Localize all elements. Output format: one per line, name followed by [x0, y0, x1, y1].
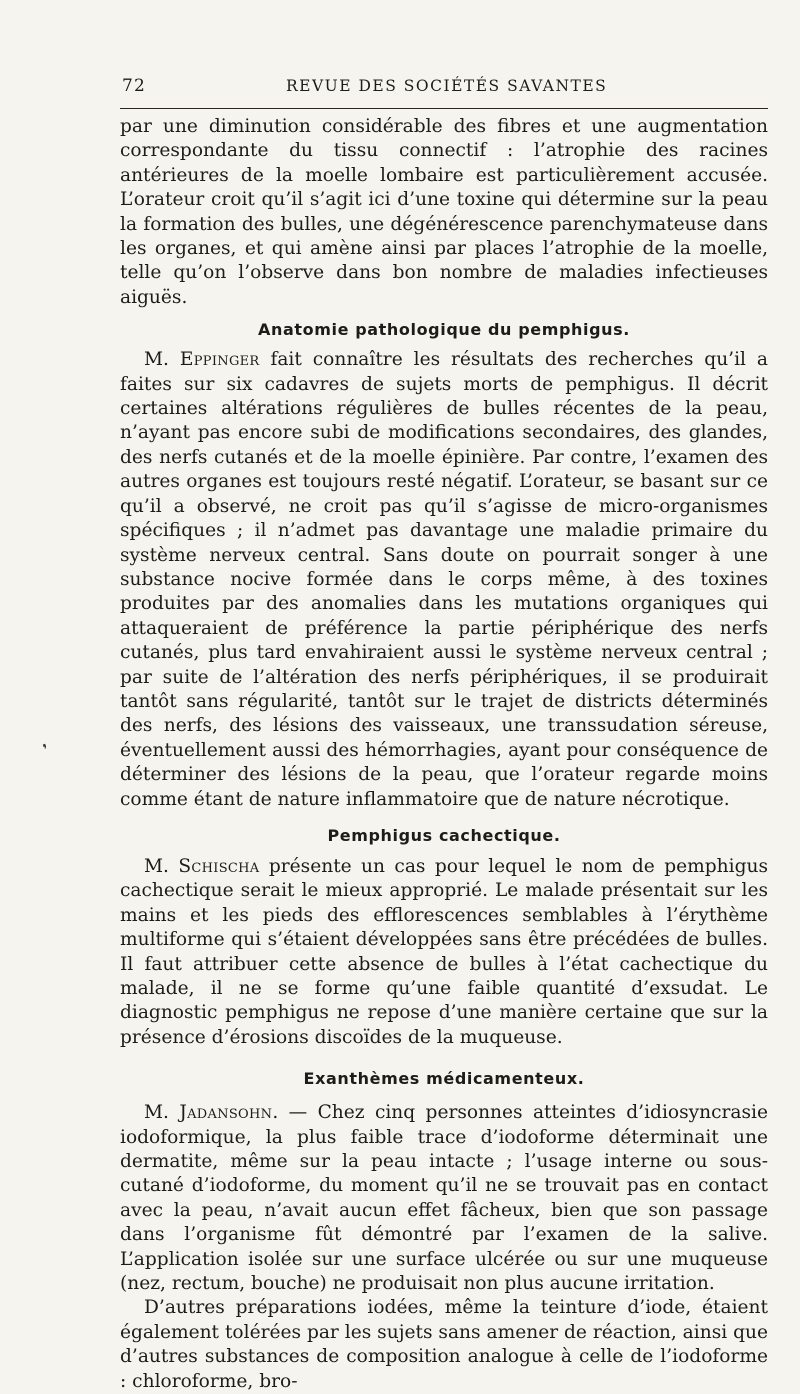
header-rule	[120, 108, 768, 109]
paragraph-atrophy	[120, 115, 768, 310]
speaker-name: Jadansohn	[179, 1102, 273, 1124]
speaker-prefix: M.	[144, 855, 179, 877]
running-title: REVUE DES SOCIÉTÉS SAVANTES	[286, 77, 608, 95]
paragraph-text: par une diminution considérable des fibres et une augmentation correspondante du tissu connectif : l’atrophie des racines antérieures de la moelle lombaire est particulièrement accusée. L’orateur croit qu’il s’agit ici d’une toxine qui détermine sur la peau la formation des bulles, une dégénérescence parenchymateuse dans les organes, et qui amène ainsi par places l’atrophie de la moelle, telle qu’on l’observe dans bon nombre de maladies infectieuses aiguës.	[120, 116, 768, 308]
paragraph-schischa	[120, 855, 768, 1050]
paragraph-jadansohn	[120, 1101, 768, 1296]
speaker-prefix: M.	[144, 349, 180, 371]
speaker-name: Schischa	[178, 855, 260, 877]
paragraph-text: . — Chez cinq personnes atteintes d’idiosyncrasie iodoformique, la plus faible trace d’iodoforme déterminait une dermatite, même sur la peau intacte ; l’usage interne ou sous-cutané d’iodoforme, du moment qu’il ne se trouvait pas en contact avec la peau, n’avait aucun effet fâcheux, bien que son passage dans l’organisme fût démontré par l’examen de la salive. L’application isolée sur une surface ulcérée ou sur une muqueuse (nez, rectum, bouche) ne produisait non plus aucune irritation.	[120, 1102, 768, 1295]
paragraph-text: D’autres préparations iodées, même la teinture d’iode, étaient également tolérées par les sujets sans amener de réaction, ainsi que d’autres substances de composition analogue à celle de l’iodoforme : chloroforme, bro-	[120, 1297, 768, 1392]
paragraph-text: fait connaître les résultats des recherches qu’il a faites sur six cadavres de sujets morts de pemphigus. Il décrit certaines altérations régulières de bulles récentes de la peau, n’ayant pas encore subi de modifications secondaires, des glandes, des nerfs cutanés et de la moelle épinière. Par contre, l’examen des autres organes est toujours resté négatif. L’orateur, se basant sur ce qu’il a observé, ne croit pas qu’il s’agisse de micro-organismes spécifiques ; il n’admet pas davantage une maladie primaire du système nerveux central. Sans doute on pourrait songer à une substance nocive formée dans le corps même, à des toxines produites par des anomalies dans les mutations organiques qui attaqueraient de préférence la partie périphérique des nerfs cutanés, plus tard envahiraient aussi le système nerveux central ; par suite de l’altération des nerfs périphériques, il se produirait tantôt sans régularité, tantôt sur le trajet de districts déterminés des nerfs, des lésions des vaisseaux, une transsudation séreuse, éventuellement aussi des hémorrhagies, ayant pour conséquence de déterminer des lésions de la peau, que l’orateur regarde moins comme étant de nature inflammatoire que de nature nécrotique.	[120, 349, 768, 810]
running-header	[120, 70, 768, 100]
section-heading-exanthemes: Exanthèmes médicamenteux.	[303, 1069, 585, 1089]
speaker-prefix: M.	[144, 1102, 180, 1124]
page-number: 72	[122, 76, 147, 96]
section-heading-cachectique: Pemphigus cachectique.	[327, 825, 561, 845]
paragraph-text: présente un cas pour lequel le nom de pemphigus cachectique serait le mieux approprié. Le malade présentait sur les mains et les pieds des efflorescences semblables à l’érythème multiforme qui s’étaient développées sans être précédées de bulles. Il faut attribuer cette absence de bulles à l’état cachectique du malade, il ne se forme qu’une faible quantité d’exsudat. Le diagnostic pemphigus ne repose d’une manière certaine que sur la présence d’érosions discoïdes de la muqueuse.	[120, 855, 768, 1048]
speaker-name: Eppinger	[179, 349, 260, 371]
section-heading-anatomie: Anatomie pathologique du pemphigus.	[258, 320, 630, 340]
paragraph-iodees	[120, 1296, 768, 1394]
margin-ink-mark: ❜	[41, 741, 52, 759]
document-page	[120, 70, 768, 1394]
paragraph-eppinger	[120, 348, 768, 812]
